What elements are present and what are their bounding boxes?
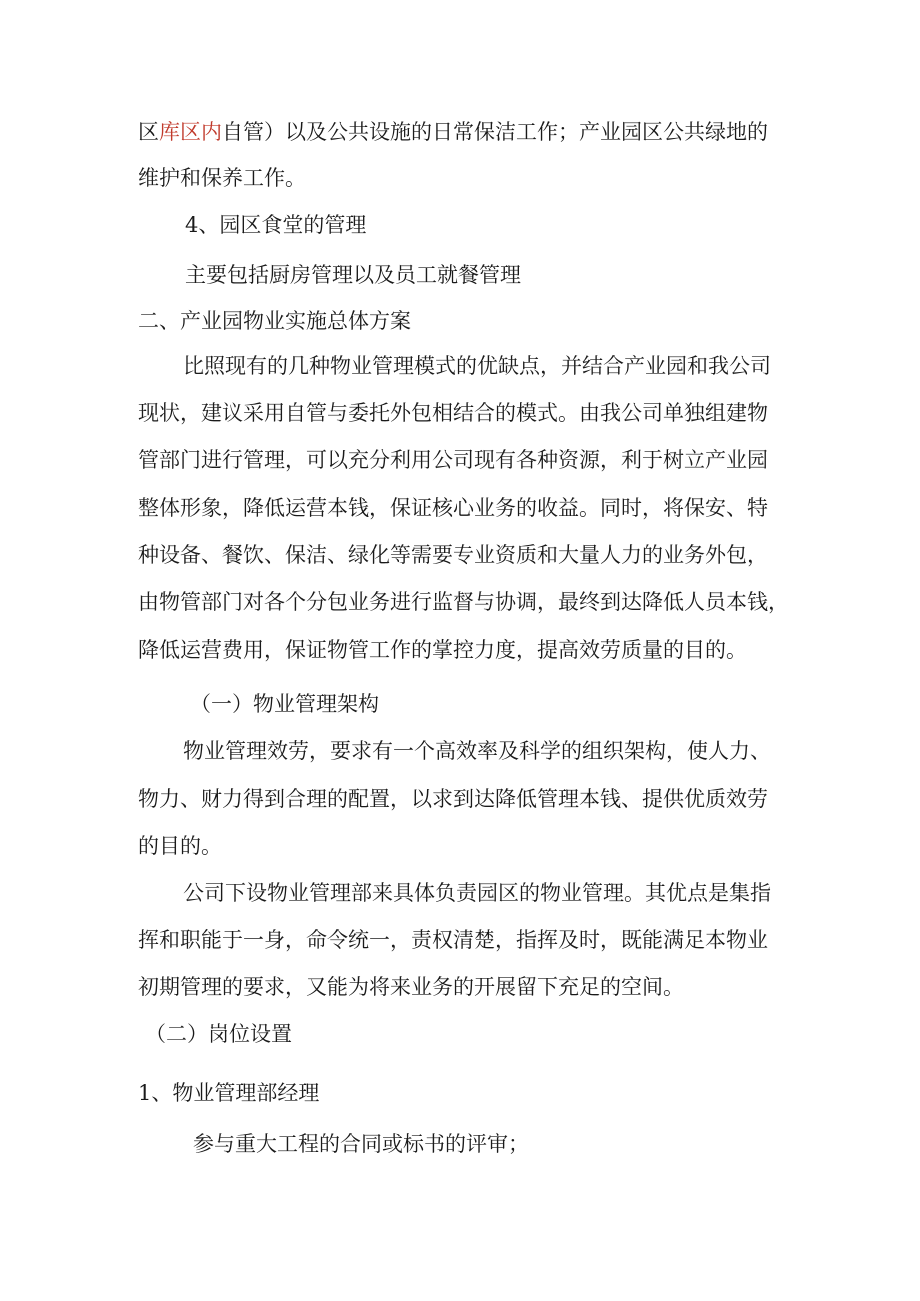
paragraph-line: 整体形象，降低运营本钱，保证核心业务的收益。同时，将保安、特 — [138, 496, 768, 520]
section-heading: 1、物业管理部经理 — [138, 1081, 320, 1105]
paragraph-line: 初期管理的要求，又能为将来业务的开展留下充足的空间。 — [138, 975, 684, 999]
text-line: 维护和保养工作。 — [138, 166, 306, 190]
paragraph-line: 管部门进行管理，可以充分利用公司现有各种资源，利于树立产业园 — [138, 448, 768, 472]
paragraph-line: 比照现有的几种物业管理模式的优缺点，并结合产业园和我公司 — [183, 354, 771, 378]
paragraph-line: 物力、财力得到合理的配置，以求到达降低管理本钱、提供优质效劳 — [138, 787, 768, 811]
paragraph-line: 挥和职能于一身，命令统一，责权清楚，指挥及时，既能满足本物业 — [138, 928, 768, 952]
paragraph-line: 由物管部门对各个分包业务进行监督与协调，最终到达降低人员本钱， — [138, 590, 789, 614]
paragraph-line: 现状，建议采用自管与委托外包相结合的模式。由我公司单独组建物 — [138, 401, 768, 425]
highlighted-text: 库区内 — [159, 120, 222, 144]
section-heading: 4、园区食堂的管理 — [185, 213, 367, 237]
paragraph-line: 主要包括厨房管理以及员工就餐管理 — [185, 263, 521, 287]
subsection-heading: （二）岗位设置 — [145, 1022, 292, 1046]
paragraph-line: 降低运营费用，保证物管工作的掌控力度，提高效劳质量的目的。 — [138, 638, 747, 662]
text-line — [138, 118, 768, 146]
text-fragment: 区 — [138, 120, 159, 144]
paragraph-line: 参与重大工程的合同或标书的评审； — [193, 1132, 529, 1156]
paragraph-line: 的目的。 — [138, 834, 222, 858]
subsection-heading: （一）物业管理架构 — [190, 692, 379, 716]
section-heading: 二、产业园物业实施总体方案 — [138, 309, 411, 333]
paragraph-line: 种设备、餐饮、保洁、绿化等需要专业资质和大量人力的业务外包， — [138, 543, 768, 567]
paragraph-line: 物业管理效劳，要求有一个高效率及科学的组织架构，使人力、 — [183, 739, 771, 763]
paragraph-line: 公司下设物业管理部来具体负责园区的物业管理。其优点是集指 — [183, 881, 771, 905]
text-fragment: 自管）以及公共设施的日常保洁工作；产业园区公共绿地的 — [222, 120, 768, 144]
